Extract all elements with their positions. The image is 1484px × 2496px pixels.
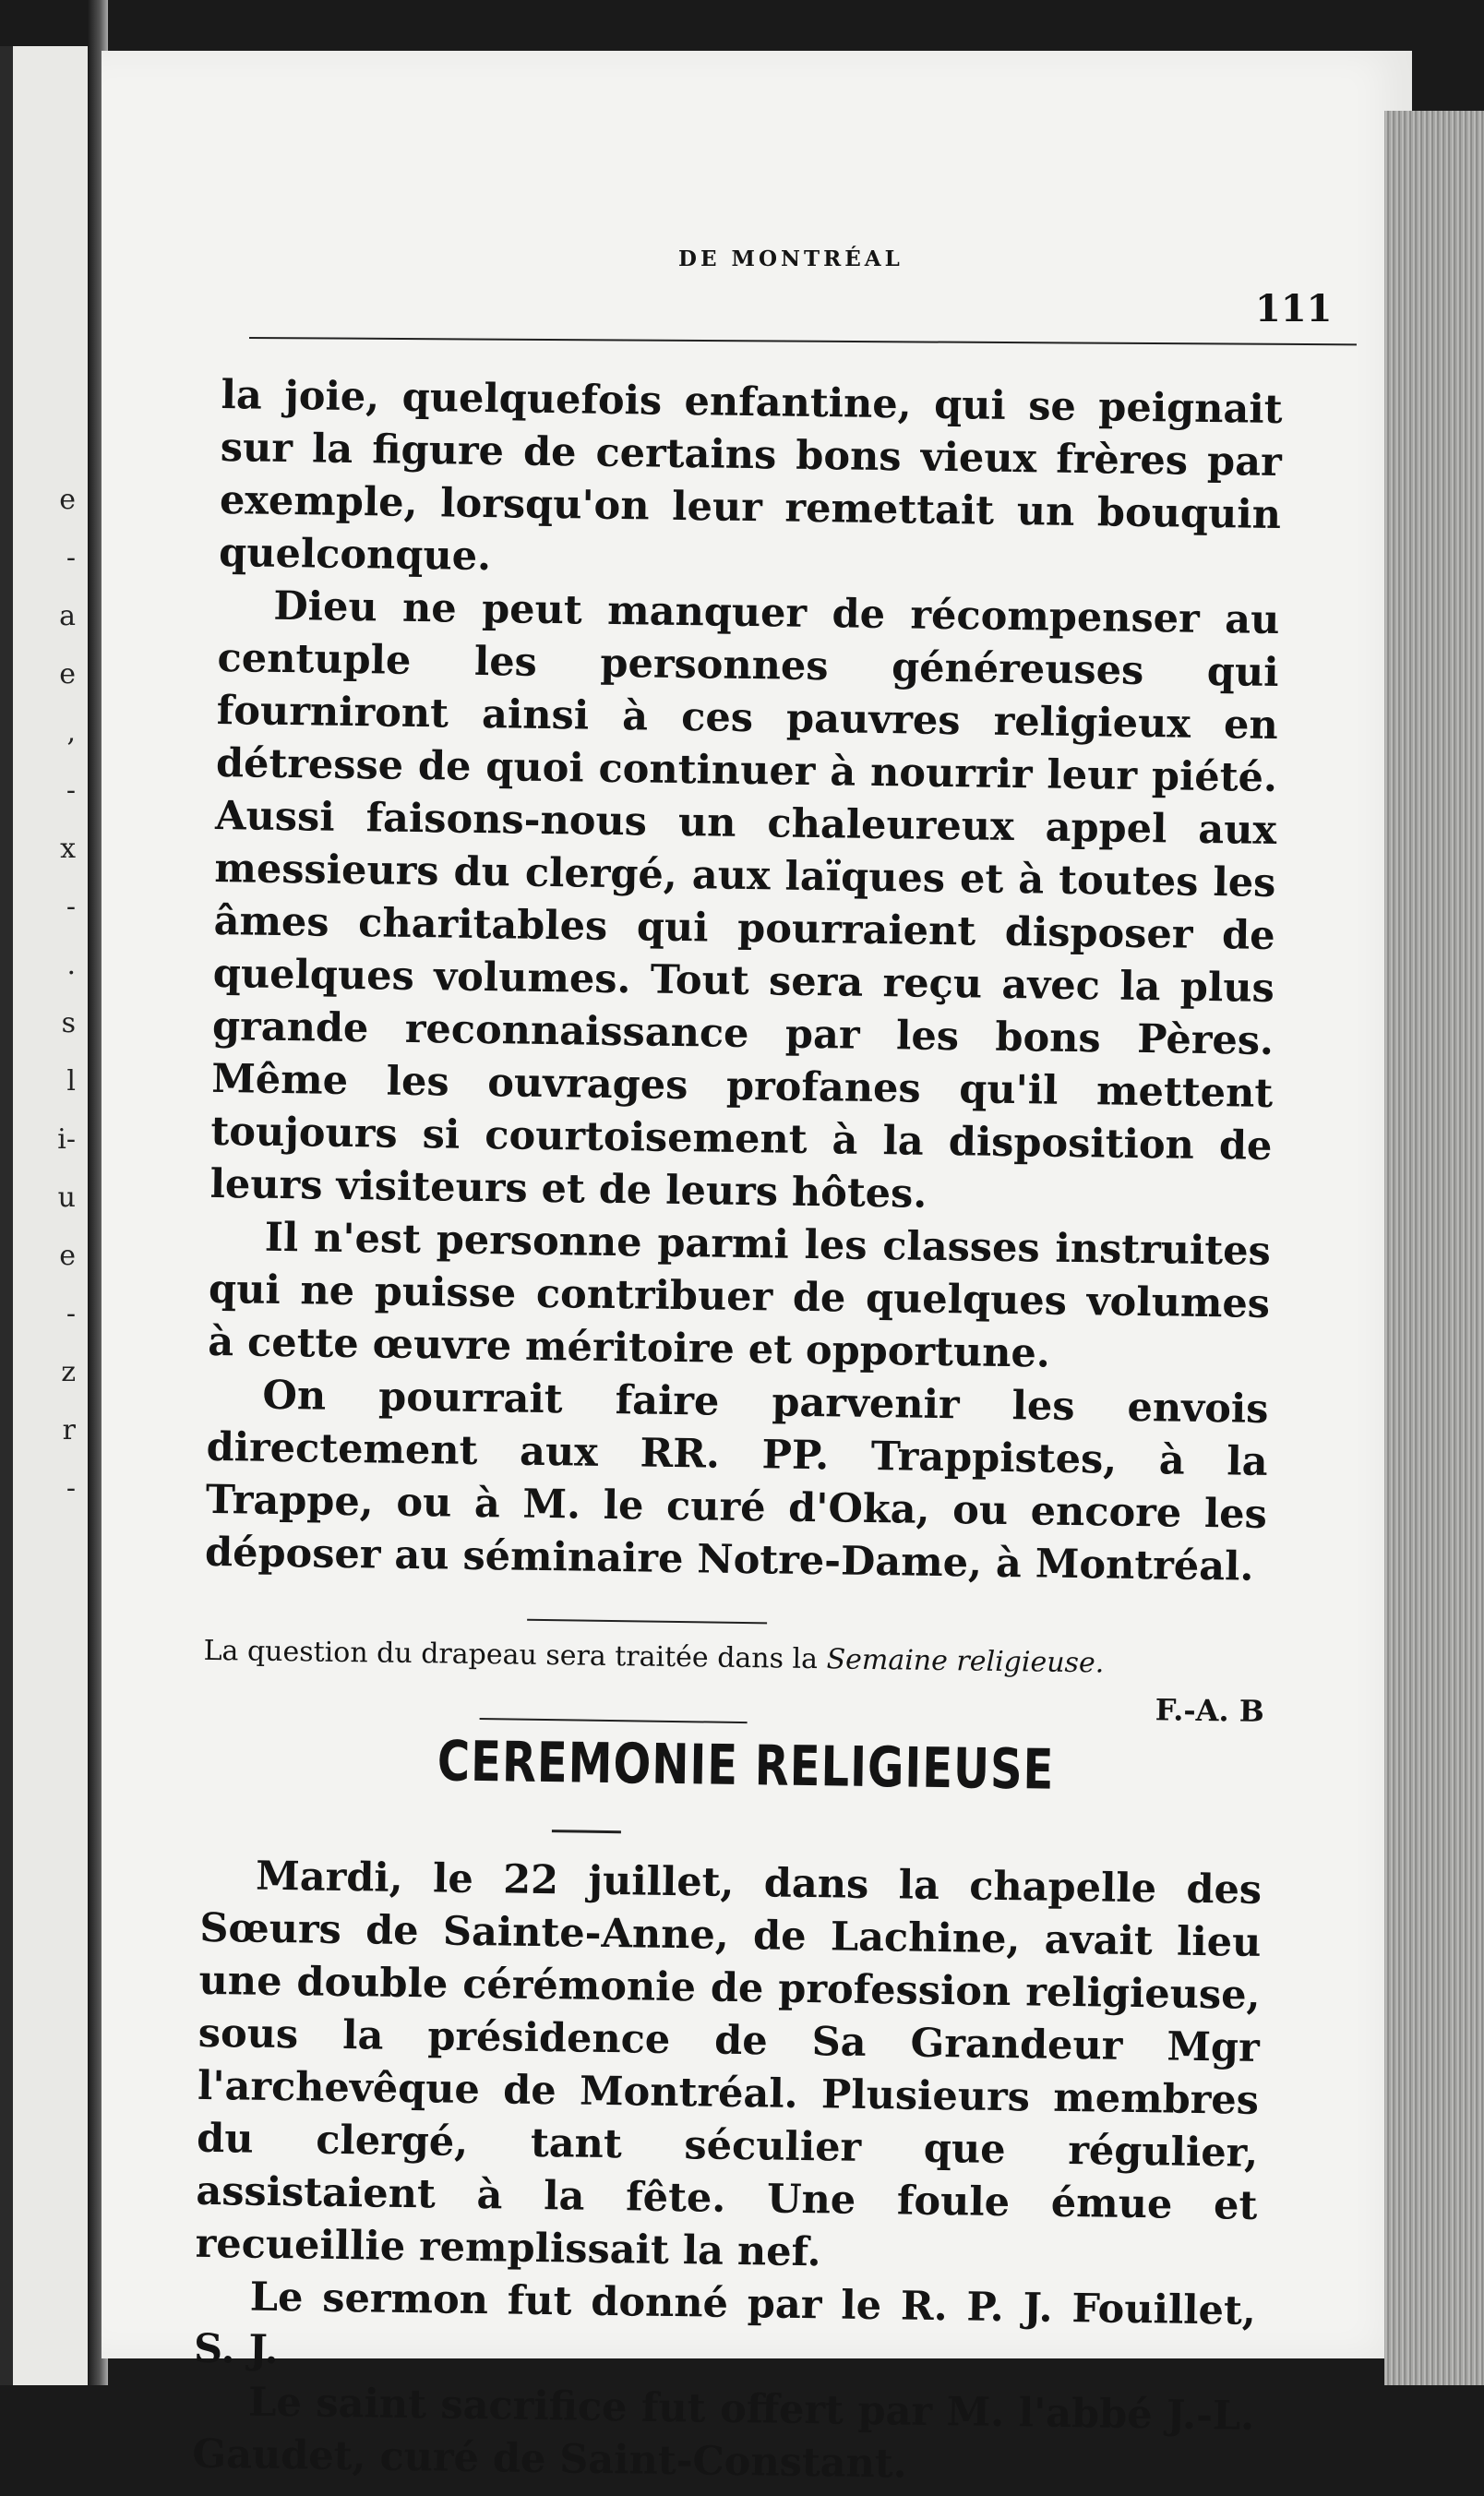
- left-page-fragments: [20, 471, 76, 1518]
- left-fragment: e: [59, 484, 76, 516]
- running-head: DE MONTRÉAL: [678, 246, 904, 271]
- header-rule: [249, 337, 1357, 345]
- separator-rule: [527, 1619, 767, 1625]
- left-fragment: i-: [57, 1123, 76, 1156]
- left-fragment: z: [61, 1356, 76, 1388]
- left-fragment: r: [62, 1414, 76, 1446]
- footnote-text: La question du drapeau sera traitée dans la: [203, 1634, 827, 1676]
- paragraph: Dieu ne peut manquer de récompenser au centuple les personnes généreuses qui fourniront ainsi à ces pauvres religieux en détresse de quoi continuer à nourrir leur piété. Aussi faisons-nous un chaleureux appel aux messieurs du clergé, aux laïques et à toutes les âmes charitables qui pourraient disposer de quelques volumes. Tout sera reçu avec la plus grande reconnaissance par les bons Pères. Même les ouvrages profanes qu'il mettent toujours si courtoisement à la disposition de leurs visiteurs et de leurs hôtes.: [209, 582, 1280, 1218]
- left-fragment: e: [59, 1240, 76, 1272]
- footnote: [203, 1633, 1264, 1685]
- section-title: CEREMONIE RELIGIEUSE: [437, 1729, 1055, 1803]
- paragraph: Le saint sacrifice fut offert par M. l'abbé J.-L. Gaudet, curé de Saint-Constant.: [192, 2379, 1255, 2488]
- paragraph: Le sermon fut donné par le R. P. J. Fouillet, S. J.: [193, 2274, 1257, 2374]
- left-fragment: x: [60, 833, 76, 865]
- left-fragment: -: [66, 1298, 76, 1330]
- left-fragment: ,: [66, 716, 76, 749]
- paragraph: On pourrait faire parvenir les envois directement aux RR. PP. Trappistes, à la Trappe, ou à M. le curé d'Oka, ou encore les déposer au séminaire Notre-Dame, à Montréal.: [204, 1372, 1269, 1590]
- left-fragment: .: [66, 949, 76, 981]
- paragraph: la joie, quelquefois enfantine, qui se peignait sur la figure de certains bons vieux frères par exemple, lorsqu'on leur remettait un bouquin quelconque.: [218, 371, 1283, 581]
- text-body: [192, 369, 1283, 2496]
- paragraph: Il n'est personne parmi les classes instruites qui ne puisse contribuer de quelques volumes à cette œuvre méritoire et opportune.: [207, 1214, 1272, 1377]
- left-fragment: s: [61, 1007, 76, 1039]
- left-fragment: -: [66, 774, 76, 807]
- left-fragment: -: [66, 891, 76, 923]
- title-rule: [552, 1830, 621, 1833]
- left-fragment: a: [59, 600, 76, 632]
- left-fragment: -: [66, 1472, 76, 1505]
- left-fragment: e: [59, 658, 76, 690]
- page-edges: [1384, 111, 1484, 2385]
- paragraph: Mardi, le 22 juillet, dans la chapelle des Sœurs de Sainte-Anne, de Lachine, avait lieu une double cérémonie de profession religieuse, sous la présidence de Sa Grandeur Mgr l'archevêque de Montréal. Plusieurs membres du clergé, tant séculier que régulier, assistaient à la fête. Une foule émue et recueillie remplissait la nef.: [195, 1853, 1263, 2276]
- left-fragment: u: [57, 1182, 76, 1214]
- signature: F.-A. B: [1155, 1692, 1265, 1729]
- left-page-edge: [0, 46, 13, 2385]
- footnote-italic: Semaine religieuse.: [826, 1643, 1105, 1680]
- left-page-margin: [0, 46, 88, 2385]
- book-page: [102, 51, 1412, 2488]
- left-fragment: -: [66, 542, 76, 574]
- left-fragment: l: [66, 1065, 76, 1098]
- page-number: 111: [1255, 287, 1333, 330]
